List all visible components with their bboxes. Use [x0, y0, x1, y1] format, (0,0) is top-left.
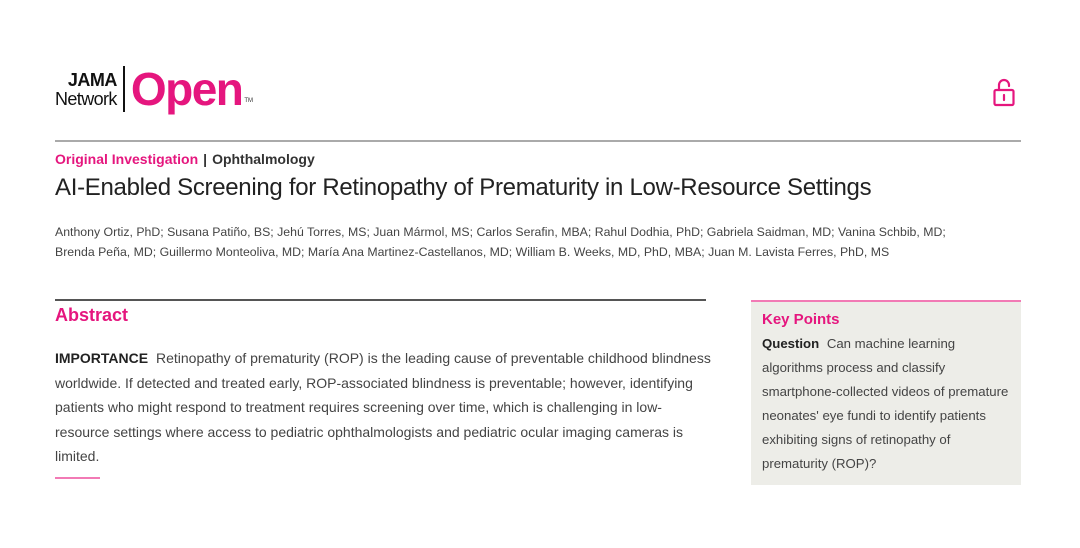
key-points-box	[751, 300, 1021, 485]
article-subject[interactable]: Ophthalmology	[212, 151, 315, 167]
abstract-importance-paragraph	[55, 346, 715, 469]
author-list-line-1: Anthony Ortiz, PhD; Susana Patiño, BS; Jehú Torres, MS; Juan Mármol, MS; Carlos Serafin, MBA; Rahul Dodhia, PhD; Gabriela Saidman, MD; Vanina Schbib, MD;	[55, 225, 946, 239]
article-type-separator: |	[203, 151, 208, 167]
logo-trademark: TM	[244, 98, 254, 104]
article-type-label[interactable]: Original Investigation	[55, 151, 199, 167]
abstract-end-rule	[55, 477, 100, 479]
abstract-divider	[55, 299, 706, 301]
key-points-heading: Key Points	[762, 311, 840, 328]
importance-text: Retinopathy of prematurity (ROP) is the leading cause of preventable childhood blindness worldwide. If detected and treated early, ROP-associated blindness is preventable; however, identifying patients who might respond to treatment requires screening over time, which is challenging in low-resource settings where access to pediatric ophthalmologists and pediatric ocular imaging cameras is limited.	[55, 350, 711, 464]
header-divider	[55, 140, 1021, 142]
key-points-question	[762, 332, 1010, 476]
logo-open-text: Open	[130, 63, 243, 115]
logo-divider	[123, 66, 125, 112]
author-list	[55, 222, 1035, 262]
article-type-line	[55, 151, 315, 167]
logo-network-text: Network	[55, 88, 117, 109]
logo-wordmark-left	[55, 71, 117, 108]
importance-label: IMPORTANCE	[55, 350, 149, 366]
question-text: Can machine learning algorithms process and classify smartphone-collected videos of premature neonates' eye fundi to identify patients exhibiting signs of retinopathy of prematurity (ROP)?	[762, 336, 1009, 471]
article-title: AI-Enabled Screening for Retinopathy of Prematurity in Low-Resource Settings	[55, 174, 872, 201]
open-access-lock-icon	[990, 76, 1022, 108]
author-list-line-2: Brenda Peña, MD; Guillermo Monteoliva, MD; María Ana Martinez-Castellanos, MD; William B. Weeks, MD, PhD, MBA; Juan M. Lavista Ferres, PhD, MS	[55, 245, 890, 259]
abstract-heading: Abstract	[55, 305, 129, 325]
question-label: Question	[762, 336, 820, 351]
jama-network-open-logo[interactable]	[55, 64, 253, 114]
logo-jama-text: JAMA	[67, 69, 117, 90]
